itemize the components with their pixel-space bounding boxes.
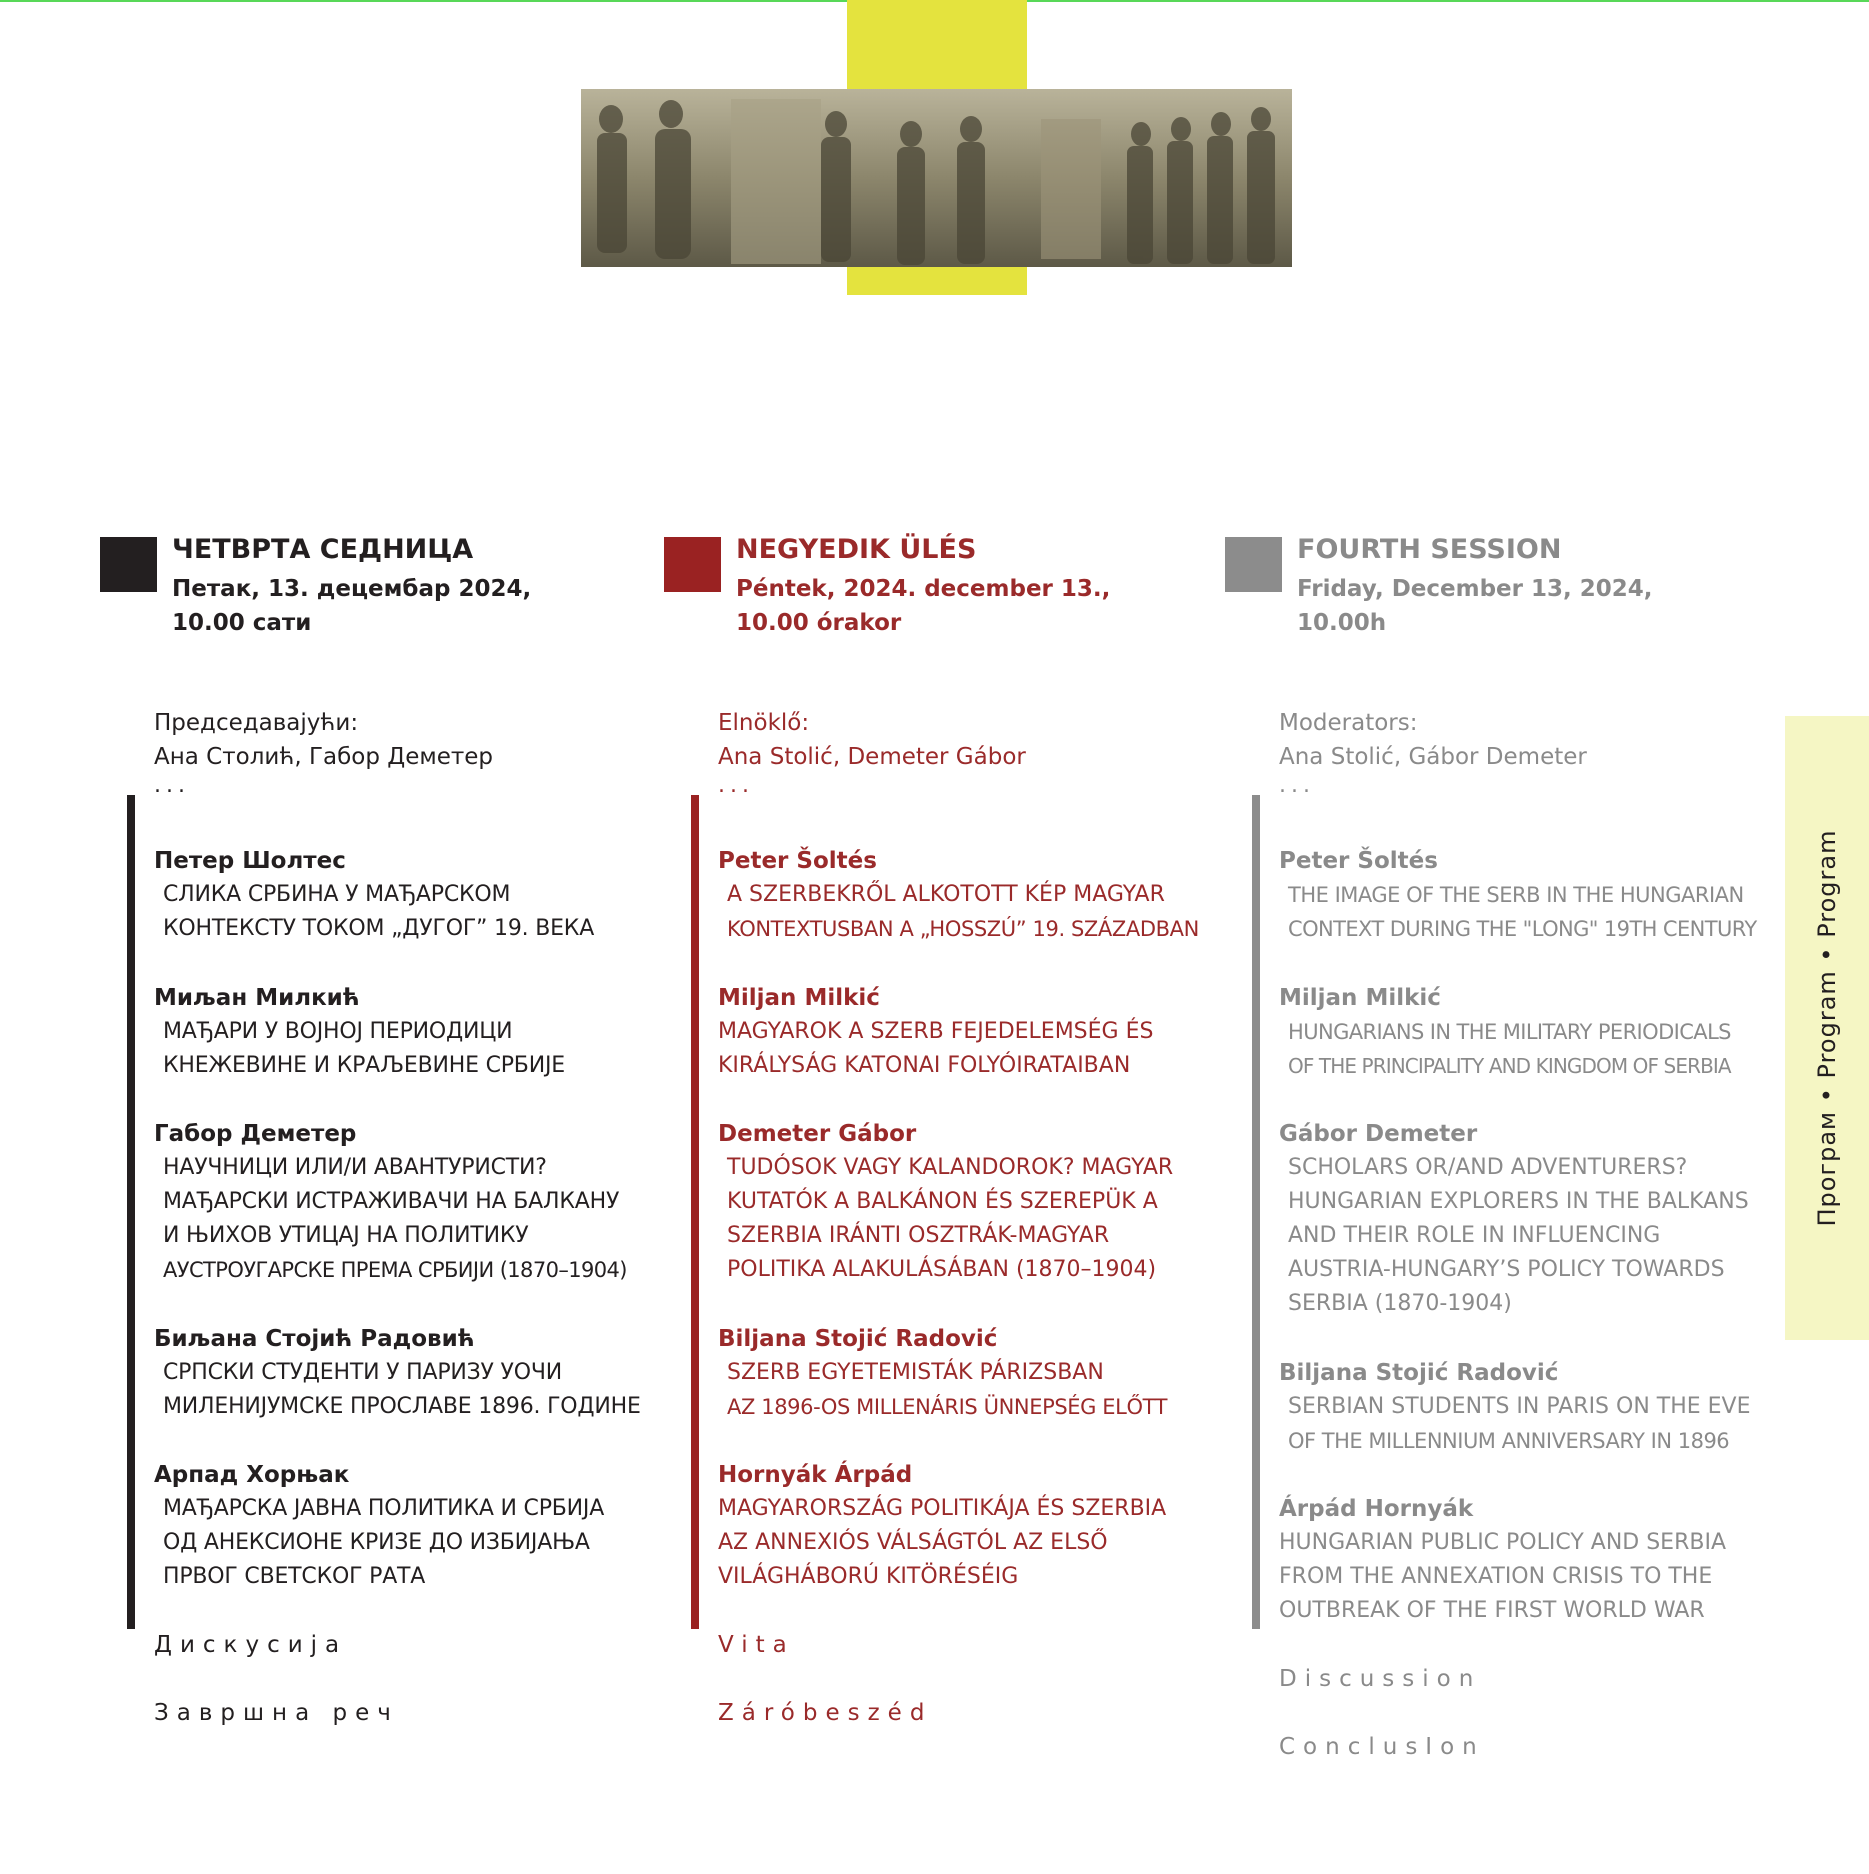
talk-title-line: HUNGARIAN PUBLIC POLICY AND SERBIA	[1279, 1530, 1726, 1555]
speaker-name: Peter Šoltés	[718, 848, 877, 874]
discussion-label: Дискусија	[154, 1632, 348, 1658]
talk-title-line: SCHOLARS OR/AND ADVENTURERS?	[1288, 1155, 1688, 1180]
talk-title-line: TUDÓSOK VAGY KALANDOROK? MAGYAR	[727, 1155, 1174, 1180]
column-rule	[1252, 795, 1260, 1629]
talk-title-line: МАЂАРСКА ЈАВНА ПОЛИТИКА И СРБИЈА	[163, 1496, 605, 1521]
talk-title-line: MAGYAROK A SZERB FEJEDELEMSÉG ÉS	[718, 1019, 1154, 1044]
talk-title-line: KONTEXTUSBAN A „HOSSZÚ” 19. SZÁZADBAN	[727, 917, 1199, 941]
session-date: Péntek, 2024. december 13.,	[736, 576, 1111, 602]
speaker-name: Peter Šoltés	[1279, 848, 1438, 874]
session-time: 10.00 órakor	[736, 610, 902, 636]
talk-item	[154, 981, 714, 1083]
moderator-names: Ana Stolić, Demeter Gábor	[718, 744, 1026, 770]
speaker-name: Миљан Милкић	[154, 985, 360, 1011]
speaker-name: Biljana Stojić Radović	[718, 1326, 998, 1352]
column-rule	[127, 795, 135, 1629]
talk-title-line: AUSTRIA-HUNGARY’S POLICY TOWARDS	[1288, 1257, 1725, 1282]
speaker-name: Árpád Hornyák	[1279, 1496, 1474, 1522]
talk-title-line: VILÁGHÁBORÚ KITÖRÉSÉIG	[718, 1564, 1019, 1589]
talk-title-line: ОД АНЕКСИОНЕ КРИЗЕ ДО ИЗБИЈАЊА	[163, 1530, 590, 1555]
talk-title-line: THE IMAGE OF THE SERB IN THE HUNGARIAN	[1288, 883, 1744, 907]
talk-title-line: SERBIAN STUDENTS IN PARIS ON THE EVE	[1288, 1394, 1751, 1419]
talk-title-line: POLITIKA ALAKULÁSÁBAN (1870–1904)	[727, 1257, 1157, 1282]
talk-item	[1279, 1117, 1839, 1321]
talk-title-line: SZERBIA IRÁNTI OSZTRÁK-MAGYAR	[727, 1223, 1110, 1248]
session-title: ЧЕТВРТА СЕДНИЦА	[172, 534, 474, 565]
talk-title-line: FROM THE ANNEXATION CRISIS TO THE	[1279, 1564, 1713, 1589]
ellipsis: ...	[1279, 773, 1315, 798]
talk-item	[718, 1117, 1278, 1287]
talk-item	[1279, 981, 1839, 1083]
talk-item	[1279, 1492, 1839, 1628]
talk-title-line: AND THEIR ROLE IN INFLUENCING	[1288, 1223, 1661, 1248]
conclusion-label: ConclusIon	[1279, 1734, 1485, 1760]
speaker-name: Арпад Хорњак	[154, 1462, 350, 1488]
talk-title-line: СРПСКИ СТУДЕНТИ У ПАРИЗУ УОЧИ	[163, 1360, 563, 1385]
moderators-block	[1279, 706, 1587, 774]
speaker-name: Петер Шолтес	[154, 848, 346, 874]
session-time: 10.00 сати	[172, 610, 312, 636]
talk-item	[154, 1322, 714, 1424]
talk-title-line: KUTATÓK A BALKÁNON ÉS SZEREPÜK A	[727, 1189, 1158, 1214]
talk-title-line: АУСТРОУГАРСКЕ ПРЕМА СРБИЈИ (1870–1904)	[163, 1258, 627, 1282]
moderator-label: Moderators:	[1279, 710, 1418, 736]
talk-title-line: И ЊИХОВ УТИЦАЈ НА ПОЛИТИКУ	[163, 1223, 529, 1248]
talk-title-line: HUNGARIANS IN THE MILITARY PERIODICALS	[1288, 1020, 1731, 1044]
talk-item	[154, 844, 714, 946]
talk-title-line: СЛИКА СРБИНА У МАЂАРСКОМ	[163, 882, 511, 907]
column-rule	[691, 795, 699, 1629]
speaker-name: Demeter Gábor	[718, 1121, 917, 1147]
session-square-marker	[664, 537, 721, 592]
session-title: NEGYEDIK ÜLÉS	[736, 534, 977, 565]
speaker-name: Биљана Стојић Радовић	[154, 1326, 475, 1352]
ellipsis: ...	[718, 773, 754, 798]
talk-title-line: КНЕЖЕВИНЕ И КРАЉЕВИНЕ СРБИЈЕ	[163, 1053, 565, 1078]
session-datetime	[1297, 572, 1653, 640]
speaker-name: Biljana Stojić Radović	[1279, 1360, 1559, 1386]
talk-title-line: MAGYARORSZÁG POLITIKÁJA ÉS SZERBIA	[718, 1496, 1167, 1521]
talk-item	[718, 1322, 1278, 1424]
moderators-block	[154, 706, 493, 774]
session-time: 10.00h	[1297, 610, 1387, 636]
program-side-tab	[1785, 716, 1869, 1340]
program-side-label: Програм • Program • Program	[1813, 829, 1841, 1227]
speaker-name: Габор Деметер	[154, 1121, 357, 1147]
talk-title-line: CONTEXT DURING THE "LONG" 19TH CENTURY	[1288, 917, 1757, 941]
talk-title-line: КОНТЕКСТУ ТОКОМ „ДУГОГ” 19. ВЕКА	[163, 916, 595, 941]
talk-item	[1279, 1356, 1839, 1458]
moderator-label: Elnöklő:	[718, 710, 810, 736]
moderator-names: Ана Столић, Габор Деметер	[154, 744, 494, 770]
conclusion-label: Záróbeszéd	[718, 1700, 933, 1726]
talk-item	[718, 844, 1278, 946]
session-datetime	[172, 572, 531, 640]
talk-title-line: HUNGARIAN EXPLORERS IN THE BALKANS	[1288, 1189, 1749, 1214]
session-date: Петак, 13. децембар 2024,	[172, 576, 532, 602]
talk-item	[1279, 844, 1839, 946]
moderators-block	[718, 706, 1026, 774]
talk-title-line: OUTBREAK OF THE FIRST WORLD WAR	[1279, 1598, 1705, 1623]
speaker-name: Hornyák Árpád	[718, 1462, 913, 1488]
talk-title-line: МАЂАРИ У ВОЈНОЈ ПЕРИОДИЦИ	[163, 1019, 513, 1044]
talk-title-line: AZ 1896-OS MILLENÁRIS ÜNNEPSÉG ELŐTT	[727, 1395, 1168, 1419]
moderator-names: Ana Stolić, Gábor Demeter	[1279, 744, 1587, 770]
session-date: Friday, December 13, 2024,	[1297, 576, 1653, 602]
discussion-label: Vita	[718, 1632, 795, 1658]
talk-title-line: МАЂАРСКИ ИСТРАЖИВАЧИ НА БАЛКАНУ	[163, 1189, 620, 1214]
talk-item	[718, 981, 1278, 1083]
conclusion-label: Завршна реч	[154, 1700, 399, 1726]
talk-item	[154, 1458, 714, 1594]
talk-title-line: МИЛЕНИЈУМСКЕ ПРОСЛАВЕ 1896. ГОДИНЕ	[163, 1394, 641, 1419]
talk-title-line: SERBIA (1870-1904)	[1288, 1291, 1512, 1316]
speaker-name: Miljan Milkić	[1279, 985, 1441, 1011]
moderator-label: Председавајући:	[154, 710, 359, 736]
session-title: FOURTH SESSION	[1297, 534, 1562, 565]
session-square-marker	[100, 537, 157, 592]
session-square-marker	[1225, 537, 1282, 592]
talk-title-line: KIRÁLYSÁG KATONAI FOLYÓIRATAIBAN	[718, 1053, 1131, 1078]
relief-sculpture-image	[581, 89, 1292, 267]
talk-title-line: OF THE PRINCIPALITY AND KINGDOM OF SERBIA	[1288, 1054, 1731, 1078]
speaker-name: Miljan Milkić	[718, 985, 880, 1011]
talk-title-line: A SZERBEKRŐL ALKOTOTT KÉP MAGYAR	[727, 882, 1165, 907]
ellipsis: ...	[154, 773, 190, 798]
talk-item	[718, 1458, 1278, 1594]
speaker-name: Gábor Demeter	[1279, 1121, 1478, 1147]
talk-title-line: OF THE MILLENNIUM ANNIVERSARY IN 1896	[1288, 1429, 1730, 1453]
talk-title-line: SZERB EGYETEMISTÁK PÁRIZSBAN	[727, 1360, 1104, 1385]
talk-title-line: AZ ANNEXIÓS VÁLSÁGTÓL AZ ELSŐ	[718, 1530, 1108, 1555]
talk-title-line: НАУЧНИЦИ ИЛИ/И АВАНТУРИСТИ?	[163, 1155, 547, 1180]
discussion-label: Discussion	[1279, 1666, 1482, 1692]
session-datetime	[736, 572, 1110, 640]
talk-item	[154, 1117, 714, 1287]
talk-title-line: ПРВОГ СВЕТСКОГ РАТА	[163, 1564, 426, 1589]
